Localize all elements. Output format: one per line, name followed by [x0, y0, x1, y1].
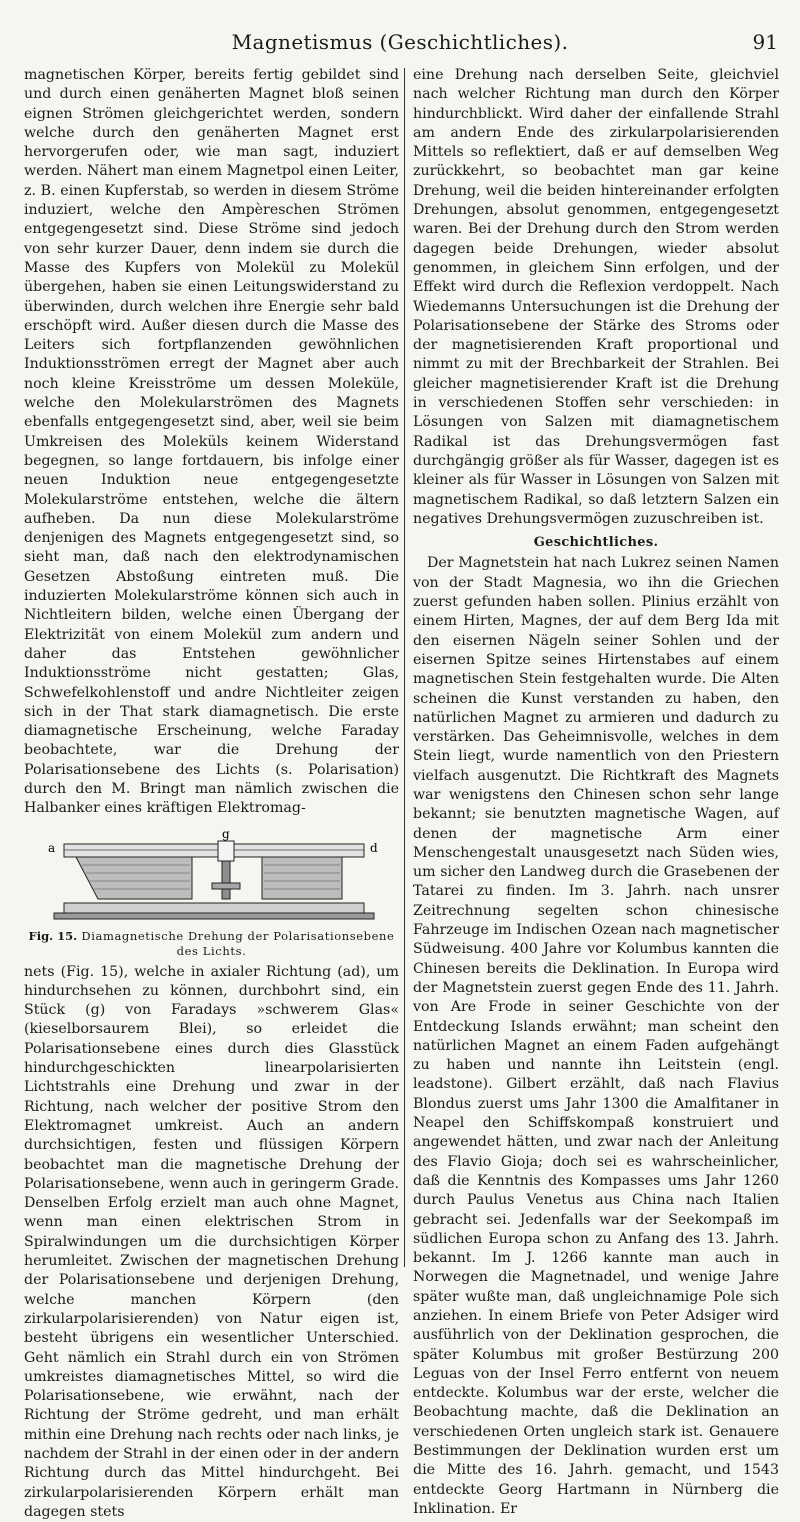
left-column: [24, 66, 399, 1520]
paragraph: nets (Fig. 15), welche in axialer Richtung (ad), um hindurchsehen zu können, durchbohrt sind, ein Stück (g) von Faradays »schwerem Glas« (kieselborsaurem Blei), so erleidet die Polarisationsebene eines durch dies Glasstück hindurchgeschickten linearpolarisierten Lichtstrahls eine Drehung und zwar in der Richtung, nach welcher der positive Strom den Elektromagnet umkreist. Auch an andern durchsichtigen, festen und flüssigen Körpern beobachtet man die magnetische Drehung der Polarisationsebene, wenn auch in geringerm Grade. Denselben Erfolg erzielt man auch ohne Magnet, wenn man einen elektrischen Strom in Spiralwindungen um die durchsichtigen Körper herumleitet. Zwischen der magnetischen Drehung der Polarisationsebene und derjenigen Drehung, welche manchen Körpern (den zirkularpolarisierenden) von Natur eigen ist, besteht übrigens ein wesentlicher Unterschied. Geht nämlich ein Strahl durch ein von Strömen umkreistes diamagnetisches Mittel, so wird die Polarisationsebene, wie erwähnt, nach der Richtung der Ströme gedreht, und man erhält mithin eine Drehung nach rechts oder nach links, je nachdem der Strahl in der einen oder in der andern Richtung durch das Mittel hindurchgeht. Bei zirkularpolarisierenden Körpern erhält man dagegen stets: [24, 963, 399, 1520]
page-header: [0, 0, 800, 62]
figure-caption: [24, 929, 399, 959]
label-a: a: [47, 840, 55, 855]
column-divider: [404, 68, 405, 1267]
section-heading: Geschichtliches.: [533, 535, 659, 551]
running-title: Magnetismus (Geschichtliches).: [231, 30, 569, 54]
caption-number: Fig. 15.: [28, 928, 78, 943]
paragraph: Der Magnetstein hat nach Lukrez seinen Namen von der Stadt Magnesia, wo ihn die Griechen zuerst gefunden haben sollen. Plinius erzählt von einem Hirten, Magnes, der auf dem Berg Ida mit den eisernen Nägeln seiner Sohlen und der eisernen Spitze seines Hirtenstabes auf einem magnetischen Stein festgehalten wurde. Die Alten scheinen die Kunst verstanden zu haben, den natürlichen Magnet zu armieren und dadurch zu verstärken. Das Geheimnisvolle, welches in dem Stein liegt, wurde namentlich von den Priestern vielfach ausgenutzt. Die Richtkraft des Magnets war wenigstens den Chinesen schon sehr lange bekannt; sie benutzten magnetische Wagen, auf denen der magnetische Arm einer Menschengestalt unausgesetzt nach Süden wies, um sicher den Landweg durch die Grasebenen der Tatarei zu finden. Im 3. Jahrh. nach unsrer Zeitrechnung segelten schon chinesische Fahrzeuge im Indischen Ozean nach magnetischer Südweisung. 400 Jahre vor Kolumbus kannten die Chinesen bereits die Deklination. In Europa wird der Magnetstein zuerst gegen Ende des 11. Jahrh. von Are Frode in seiner Geschichte von der Entdeckung Islands erwähnt; man scheint den natürlichen Magnet an einem Faden aufgehängt zu haben und nannte ihn Leitstein (engl. leadstone). Gilbert erzählt, daß nach Flavius Blondus zuerst ums Jahr 1300 die Amalfitaner in Neapel den Schiffskompaß konstruiert und angewendet hätten, und zwar nach der Anleitung des Flavio Gioja; doch sei es wahrscheinlicher, daß die Kenntnis des Kompasses ums Jahr 1260 durch Paulus Venetus aus China nach Italien gebracht sei. Jedenfalls war der Seekompaß im südlichen Europa schon zu Anfang des 13. Jahrh. bekannt. Im J. 1266 kannte man auch in Norwegen die Magnetnadel, und wenige Jahre später wußte man, daß ungleichnamige Pole sich anziehen. In einem Briefe von Peter Adsiger wird ausführlich von der Deklination gesprochen, die später Kolumbus mit großer Bestürzung 200 Leguas von der Insel Ferro entfernt von neuem entdeckte. Kolumbus war der erste, welcher die Beobachtung machte, daß die Deklination an verschiedenen Orten ungleich stark ist. Genauere Bestimmungen der Deklination wurden erst um die Mitte des 16. Jahrh. gemacht, und 1543 entdeckte Georg Hartmann in Nürnberg die Inklination. Er: [413, 555, 779, 1517]
page-number: 91: [752, 30, 778, 54]
label-g: g: [221, 826, 230, 841]
paragraph: magnetischen Körper, bereits fertig gebildet sind und durch einen genäherten Magnet bloß seinen eignen Strömen gleichgerichtet werden, sondern welche durch den genäherten Magnet erst hervorgerufen oder, wie man sagt, induziert werden. Nähert man einem Magnetpol einen Leiter, z. B. einen Kupferstab, so werden in diesem Ströme induziert, welche den Ampèreschen Strömen entgegengesetzt sind. Diese Ströme sind jedoch von sehr kurzer Dauer, denn indem sie durch die Masse des Kupfers von Molekül zu Molekül übergehen, haben sie einen Leitungswiderstand zu überwinden, durch welchen ihre Energie sehr bald erschöpft wird. Außer diesen durch die Masse des Leiters sich fortpflanzenden gewöhnlichen Induktionsströmen erregt der Magnet aber auch noch kleine Kreisströme um dessen Moleküle, welche den Molekularströmen des Magnets ebenfalls entgegengesetzt sind, aber, weil sie beim Umkreisen des Moleküls keinem Widerstand begegnen, so lange fortdauern, bis infolge einer neuen Induktion neue entgegengesetzte Molekularströme entstehen, welche die ältern aufheben. Da nun diese Molekularströme denjenigen des Magnets entgegengesetzt sind, so sieht man, daß nach den elektrodynamischen Gesetzen Abstoßung eintreten muß. Die induzierten Molekularströme können sich auch in Nichtleitern bilden, welche einen Übergang der Elektrizität von einem Molekül zum andern und daher das Entstehen gewöhnlicher Induktionsströme nicht gestatten; Glas, Schwefelkohlenstoff und andre Nichtleiter zeigen sich in der That stark diamagnetisch. Die erste diamagnetische Erscheinung, welche Faraday beobachtete, war die Drehung der Polarisationsebene des Lichts (s. Polarisation) durch den M. Bringt man nämlich zwischen die Halbanker eines kräftigen Elektromag-: [24, 67, 399, 817]
label-d: d: [369, 840, 378, 855]
paragraph: eine Drehung nach derselben Seite, gleichviel nach welcher Richtung man durch den Körper hindurchblickt. Wird daher der einfallende Strahl am andern Ende des zirkularpolarisierenden Mittels so reflektiert, daß er auf demselben Weg zurückkehrt, so beobachtet man gar keine Drehung, weil die beiden hintereinander erfolgten Drehungen, absolut genommen, entgegengesetzt waren. Bei der Drehung durch den Strom werden dagegen beide Drehungen, wieder absolut genommen, in gleichem Sinn erfolgen, und der Effekt wird durch die Reflexion verdoppelt. Nach Wiedemanns Untersuchungen ist die Drehung der Polarisationsebene der Stärke des Stroms oder der magnetisierenden Kraft proportional und nimmt zu mit der Brechbarkeit der Strahlen. Bei gleicher magnetisierender Kraft ist die Drehung in verschiedenen Stoffen sehr verschieden: in Lösungen von Salzen mit diamagnetischem Radikal ist das Drehungsvermögen fast durchgängig größer als für Wasser, dagegen ist es kleiner als für Wasser in Lösungen von Salzen mit magnetischem Radikal, so daß letztern Salzen ein negatives Drehungsvermögen zuzuschreiben ist.: [413, 67, 779, 527]
caption-text: Diamagnetische Drehung der Polarisationsebene des Lichts.: [81, 928, 395, 958]
right-column: [413, 66, 779, 1517]
electromagnet-illustration: [42, 827, 382, 927]
figure-15: [24, 827, 399, 959]
